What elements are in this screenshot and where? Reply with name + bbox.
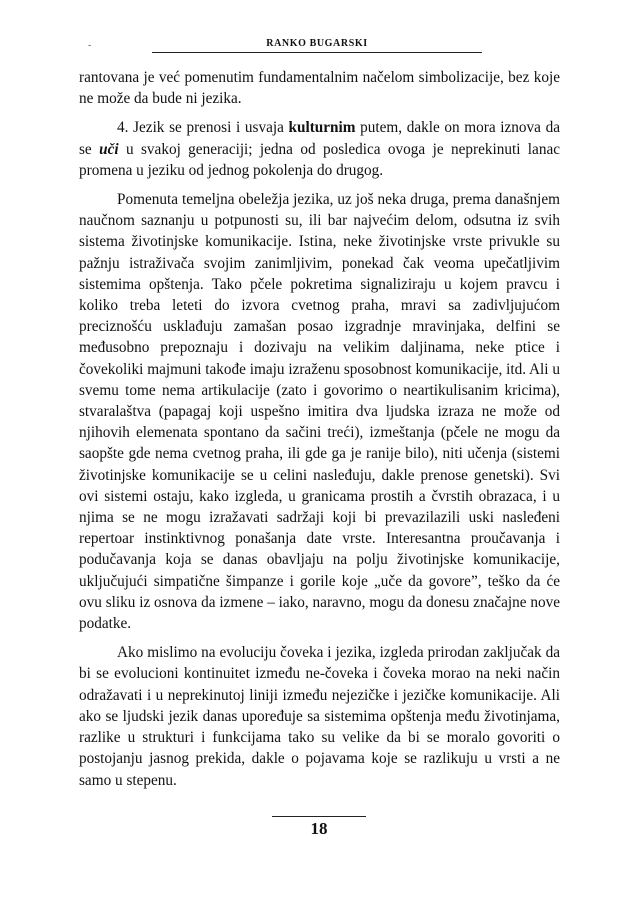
- p2-italic-uci: uči: [99, 140, 119, 158]
- paragraph-continuation: rantovana je već pomenutim fundamentalnim načelom simbolizacije, bez koje ne može da bude ni jezika.: [79, 69, 560, 108]
- header-rule: [152, 52, 482, 53]
- paragraph-evolution: Ako mislimo na evoluciju čoveka i jezika, izgleda prirodan zaključak da bi se evolucioni kontinuitet između ne-čoveka i čoveka morao na neki način odražavati i u neprekinutoj liniji između nejezičke i jezičke komunikacije. Ali ako se ljudski jezik danas upoređuje sa sistemima opštenja među životinjama, razlike u strukturi i funkcijama tako su velike da bi se moralo govoriti o postojanju jasnog prekida, dakle o pojavama koje se razlikuju u vrsti a ne samo u stepenu.: [79, 644, 560, 789]
- p2-mid: putem, dakle on mora iznova da se: [79, 119, 560, 158]
- p2-prefix: 4. Jezik se prenosi i usvaja: [117, 119, 289, 137]
- body-text: [79, 67, 560, 799]
- header-mark: -: [88, 40, 92, 51]
- paragraph-point-4: [79, 117, 560, 181]
- p2-bold-kulturnim: kulturnim: [288, 119, 356, 137]
- p2-suffix: u svakoj generaciji; jedna od posledica ovoga je neprekinuti lanac promena u jeziku od jednog pokolenja do drugog.: [79, 140, 560, 179]
- page-number: 18: [310, 819, 328, 838]
- paragraph-animal-communication: Pomenuta temeljna obeležja jezika, uz još neka druga, prema današnjem naučnom saznanju u potpunosti su, ili bar najvećim delom, odsutna iz svih sistema životinjske komunikacije. Istina, neke životinjske vrste privukle su pažnju istraživača svojim zanimljivim, ponekad čak veoma upečatljivim sistemima opštenja. Tako pčele pokretima signaliziraju u kojem pravcu i koliko treba leteti do izvora cvetnog praha, mravi sa zadivljujućom preciznošću usklađuju zamašan posao izgradnje mravinjaka, delfini se međusobno prepoznaju i dozivaju na velikim daljinama, neke ptice i čovekoliki majmuni takođe imaju izraženu sposobnost komunikacije, itd. Ali u svemu tome nema artikulacije (zato i govorimo o neartikulisanim kricima), stvaralaštva (papagaj koji uspešno imitira dva ljudska izraza ne može od njihovih elemenata spontano da sačini treći), izmeštanja (pčele ne mogu da saopšte gde nema cvetnog praha, ili gde ga je ranije bilo), niti učenja (sistemi životinjske komunikacije se u celini nasleđuju, dakle prenose genetski). Svi ovi sistemi ostaju, kako izgleda, u granicama prostih a čvrstih obrazaca, i u njima se ne mogu izražavati sadržaji koji bi prevazilazili uski nasleđeni repertoar instinktivnog ponašanja date vrste. Interesantna proučavanja i podučavanja koja se danas obavljaju na polju životinjske komunikacije, uključujući simpatične šimpanze i gorile koje „uče da govore”, teško da će ovu sliku iz osnova da izmene – iako, naravno, mogu da donesu značajne nove podatke.: [79, 191, 560, 633]
- running-header: RANKO BUGARSKI: [266, 38, 368, 49]
- footer-rule: [272, 816, 366, 817]
